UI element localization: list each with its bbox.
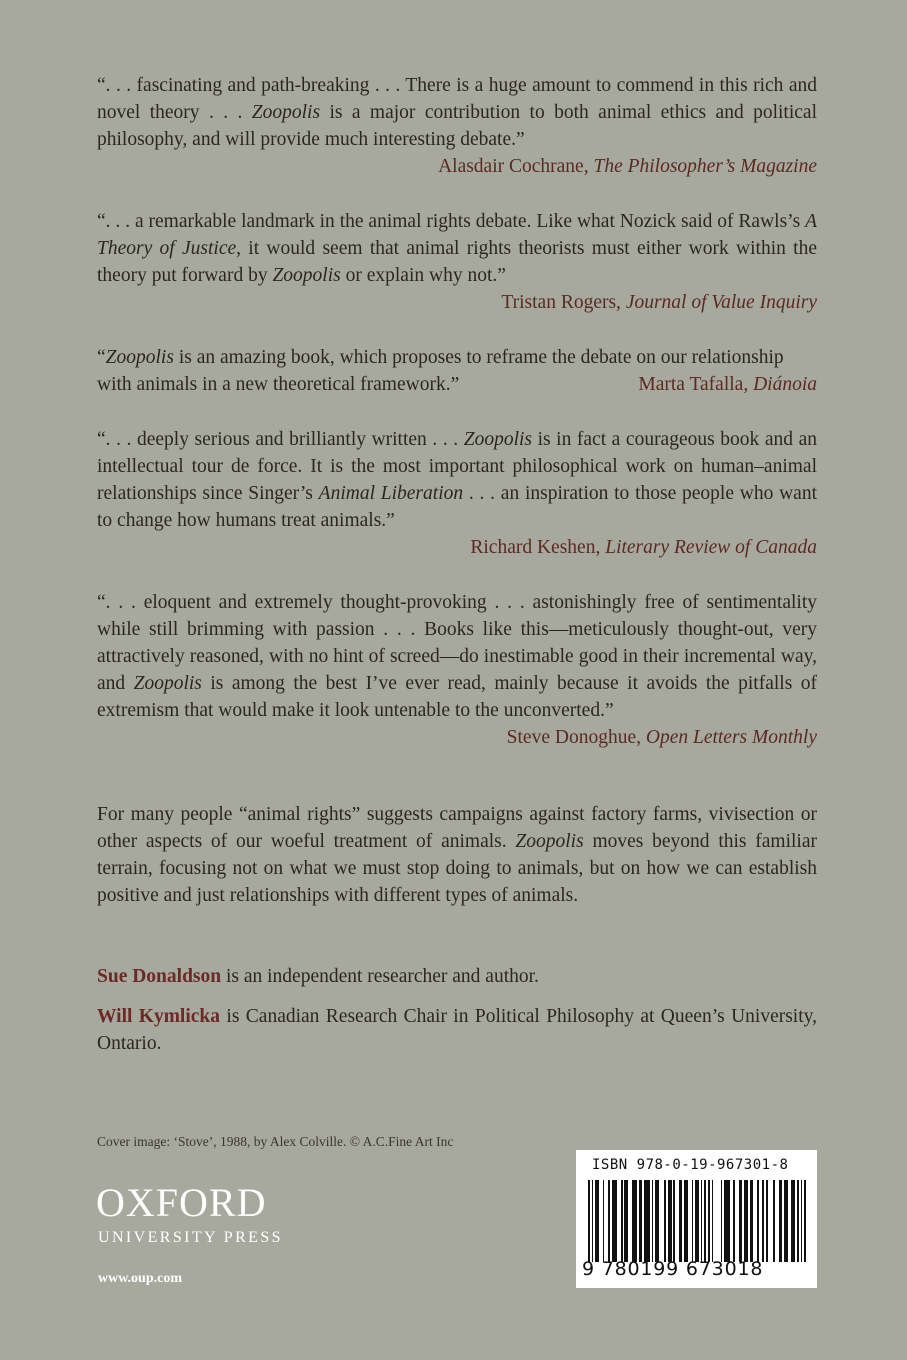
text-run: “. . . eloquent and extremely thought-provoking . . . astonishingly free of sentimentality while still brimming with passion . . . Books like this—meticulously thought-out, very attractively reasoned, with no hint of screed—do inestimable good in their incremental way, and (97, 592, 817, 694)
barcode-digits: 9 780199 673018 (582, 1258, 764, 1280)
italic-text: Animal Liberation (318, 483, 464, 504)
barcode-bar (664, 1180, 666, 1262)
text-run: “ (97, 347, 106, 368)
italic-text: Zoopolis (251, 102, 321, 123)
text-run: moves beyond this familiar terrain, focusing not on what we must stop doing to animals, but on how we can establish positive and just relationships with different types of animals. (97, 831, 817, 906)
barcode-bar (679, 1180, 683, 1262)
quote-author: Marta Tafalla, (638, 374, 754, 395)
text-run: “. . . fascinating and path-breaking . . . There is a huge amount to commend in this rich and novel theory . . . (97, 75, 817, 123)
review-quote (97, 344, 817, 398)
barcode-bar (721, 1180, 723, 1262)
quote-attribution (97, 724, 817, 751)
quote-source: Diánoia (753, 374, 817, 395)
barcode-bar (733, 1180, 735, 1262)
quote-source: The Philosopher’s Magazine (593, 156, 817, 177)
barcode-bar (639, 1180, 643, 1262)
text-run: For many people “animal rights” suggests campaigns against factory farms, vivisection or other aspects of our woeful treatment of animals. (97, 804, 817, 852)
barcode-bar (684, 1180, 688, 1262)
cover-image-credit: Cover image: ‘Stove’, 1988, by Alex Colville. © A.C.Fine Art Inc (97, 1134, 454, 1149)
barcode-bar (668, 1180, 672, 1262)
barcode-bar (588, 1180, 590, 1262)
barcode-bar (762, 1180, 764, 1262)
author-bio-text: is Canadian Research Chair in Political Philosophy at Queen’s University, Ontario. (97, 1006, 817, 1054)
publisher-logo: OXFORD (96, 1180, 267, 1225)
quote-attribution (97, 289, 817, 316)
barcode-bar (712, 1180, 714, 1262)
book-description (97, 801, 817, 909)
text-run: is in fact a courageous book and an intellectual tour de force. It is the most important philosophical work on human–animal relationships since Singer’s (97, 429, 817, 504)
review-quotes (97, 72, 817, 779)
review-quote (97, 589, 817, 751)
author-name: Will Kymlicka (97, 1006, 221, 1027)
barcode-bar (644, 1180, 649, 1262)
author-bio-text: is an independent researcher and author. (221, 966, 539, 987)
barcode-bar (784, 1180, 788, 1262)
author-bio (97, 963, 817, 990)
quote-source: Open Letters Monthly (645, 727, 817, 748)
barcode-bar (592, 1180, 594, 1262)
barcode-bar (632, 1180, 637, 1262)
italic-text: Zoopolis (515, 831, 584, 852)
barcode-bar (779, 1180, 783, 1262)
review-quote (97, 208, 817, 316)
publisher-subtitle: UNIVERSITY PRESS (98, 1229, 283, 1246)
review-quote (97, 426, 817, 561)
text-run: is an amazing book, which proposes to reframe the debate on our relationship with animals in a new theoretical framework.” (97, 347, 784, 395)
italic-text: Zoopolis (105, 347, 174, 368)
barcode-bar (744, 1180, 748, 1262)
quote-attribution (97, 534, 817, 561)
barcode-bar (621, 1180, 623, 1262)
barcode-bar (791, 1180, 795, 1262)
barcode-bar (797, 1180, 799, 1262)
barcode-bar (595, 1180, 599, 1262)
quote-author: Alasdair Cochrane, (438, 156, 594, 177)
barcode-bar (766, 1180, 768, 1262)
barcode-bar (692, 1180, 694, 1262)
quote-source: Literary Review of Canada (605, 537, 817, 558)
text-run: is among the best I’ve ever read, mainly because it avoids the pitfalls of extremism that would make it look untenable to the unconverted.” (97, 673, 817, 721)
barcode-bar (655, 1180, 659, 1262)
barcode-bars (588, 1180, 806, 1262)
barcode-bar (801, 1180, 803, 1262)
barcode-bar (750, 1180, 754, 1262)
barcode-bar (757, 1180, 759, 1262)
text-run: . . . an inspiration to those people who want to change how humans treat animals.” (97, 483, 817, 531)
quote-source: Journal of Value Inquiry (625, 292, 817, 313)
quote-text (97, 589, 817, 724)
italic-text: A Theory of Justice (97, 211, 817, 259)
italic-text: Zoopolis (272, 265, 341, 286)
barcode-bar (704, 1180, 706, 1262)
barcode-bar (652, 1180, 654, 1262)
quote-text (97, 426, 817, 534)
isbn-barcode (576, 1150, 817, 1288)
review-quote (97, 72, 817, 180)
author-name: Sue Donaldson (97, 966, 222, 987)
text-run: “. . . a remarkable landmark in the animal rights debate. Like what Nozick said of Rawls’s (97, 211, 806, 232)
quote-author: Tristan Rogers, (501, 292, 626, 313)
text-run: or explain why not.” (340, 265, 506, 286)
quote-author: Richard Keshen, (470, 537, 606, 558)
text-run: is a major contribution to both animal ethics and political philosophy, and will provide much interesting debate.” (97, 102, 817, 150)
isbn-label: ISBN 978-0-19-967301-8 (592, 1157, 789, 1173)
barcode-bar (603, 1180, 605, 1262)
publisher-url[interactable]: www.oup.com (98, 1271, 183, 1286)
barcode-bar (608, 1180, 610, 1262)
italic-text: Zoopolis (133, 673, 202, 694)
quote-text (97, 208, 817, 289)
quote-author: Steve Donoghue, (506, 727, 646, 748)
text-run: , it would seem that animal rights theorists must either work within the theory put forward by (97, 238, 817, 286)
barcode-bar (673, 1180, 675, 1262)
quote-text (97, 72, 817, 153)
author-bios (97, 963, 817, 1070)
barcode-bar (773, 1180, 775, 1262)
barcode-bar (624, 1180, 628, 1262)
barcode-bar (612, 1180, 617, 1262)
barcode-bar (804, 1180, 806, 1262)
italic-text: Zoopolis (463, 429, 532, 450)
barcode-bar (708, 1180, 710, 1262)
quote-attribution (97, 153, 817, 180)
text-run: “. . . deeply serious and brilliantly written . . . (97, 429, 464, 450)
barcode-bar (695, 1180, 699, 1262)
author-bio (97, 1003, 817, 1057)
barcode-bar (724, 1180, 729, 1262)
barcode-bar (739, 1180, 743, 1262)
barcode-bar (701, 1180, 703, 1262)
